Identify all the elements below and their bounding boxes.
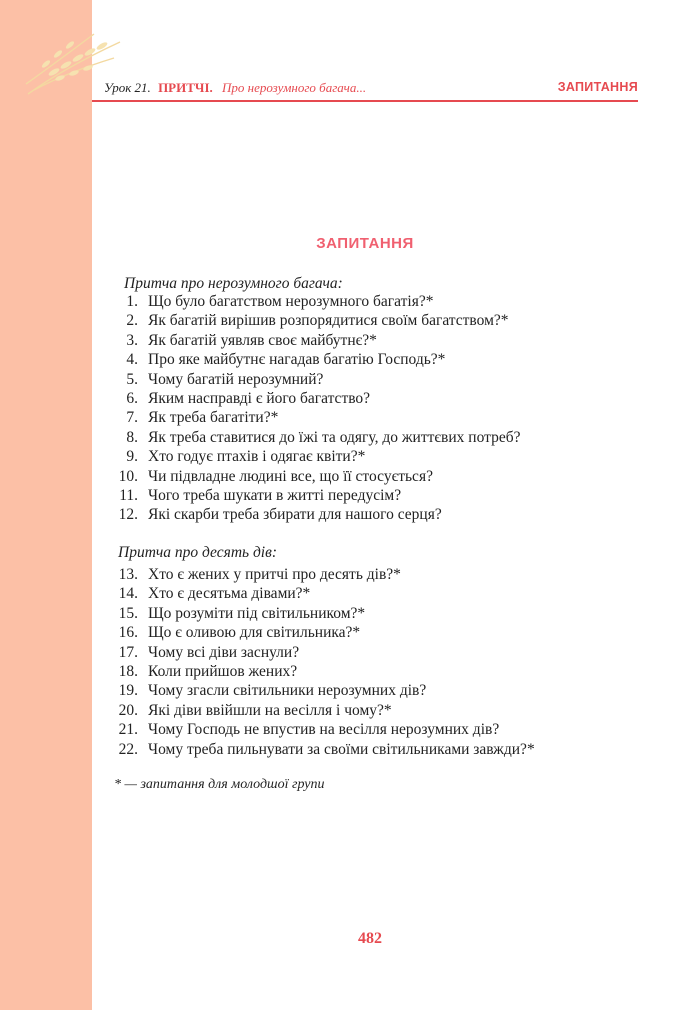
question-number: 3. — [126, 331, 138, 349]
question-number: 5. — [126, 370, 138, 388]
question-number: 18. — [118, 662, 138, 680]
question-item — [112, 701, 592, 720]
question-item — [112, 740, 592, 759]
question-number: 9. — [126, 448, 138, 466]
question-text: Чому згасли світильники нерозумних дів? — [148, 682, 427, 700]
question-item — [112, 662, 592, 681]
question-text: Чому Господь не впустив на весілля нерозумних дів? — [148, 721, 500, 739]
question-list-rich-fool — [112, 292, 592, 525]
question-text: Хто годує птахів і одягає квіти?* — [148, 448, 366, 466]
question-text: Чому багатій нерозумний? — [148, 370, 324, 388]
page-heading: ЗАПИТАННЯ — [316, 235, 414, 252]
question-text: Що розуміти під світильником?* — [148, 604, 366, 622]
question-item — [112, 389, 592, 408]
header-rule — [92, 100, 638, 102]
question-item — [112, 623, 592, 642]
question-number: 8. — [126, 428, 138, 446]
question-item — [112, 681, 592, 700]
section-label: ЗАПИТАННЯ — [557, 80, 638, 94]
question-text: Коли прийшов жених? — [148, 662, 298, 680]
question-number: 20. — [118, 701, 138, 719]
question-number: 14. — [118, 585, 138, 603]
question-text: Як треба ставитися до їжі та одягу, до життєвих потреб? — [148, 428, 521, 446]
running-header — [104, 80, 638, 100]
question-number: 17. — [118, 643, 138, 661]
question-item — [112, 505, 592, 524]
question-item — [112, 370, 592, 389]
question-text: Яким насправді є його багатство? — [148, 389, 371, 407]
question-item — [112, 447, 592, 466]
question-number: 11. — [119, 486, 138, 504]
question-item — [112, 720, 592, 739]
question-number: 16. — [118, 624, 138, 642]
question-item — [112, 428, 592, 447]
question-number: 21. — [118, 721, 138, 739]
question-text: Хто є десятьма дівами?* — [148, 585, 311, 603]
question-text: Про яке майбутнє нагадав багатію Господь?* — [148, 351, 446, 369]
question-text: Як треба багатіти?* — [148, 409, 279, 427]
question-item — [112, 643, 592, 662]
question-number: 12. — [118, 506, 138, 524]
question-text: Що було багатством нерозумного багатія?* — [148, 293, 434, 310]
question-item — [112, 486, 592, 505]
question-text: Що є оливою для світильника?* — [148, 624, 361, 642]
question-number: 13. — [118, 566, 138, 583]
question-text: Як багатій вирішив розпорядитися своїм багатством?* — [148, 312, 509, 330]
question-text: Чи підвладне людині все, що її стосується? — [148, 467, 433, 485]
question-text: Як багатій уявляв своє майбутнє?* — [148, 331, 377, 349]
question-text: Хто є жених у притчі про десять дів?* — [148, 566, 401, 583]
question-item — [112, 350, 592, 369]
question-number: 15. — [118, 604, 138, 622]
page-number: 482 — [358, 930, 382, 947]
question-item — [112, 311, 592, 330]
question-number: 22. — [118, 740, 138, 758]
question-text: Які діви ввійшли на весілля і чому?* — [148, 701, 392, 719]
question-text: Чому треба пильнувати за своїми світильниками завжди?* — [148, 740, 535, 758]
question-number: 6. — [126, 389, 138, 407]
chapter-subtitle: Про нерозумного багача... — [222, 80, 367, 95]
chapter-title: ПРИТЧІ. — [158, 80, 213, 95]
question-item — [112, 408, 592, 427]
question-text: Чого треба шукати в житті передусім? — [148, 486, 402, 504]
question-item — [112, 584, 592, 603]
question-item — [112, 292, 592, 311]
question-number: 10. — [118, 467, 138, 485]
question-item — [112, 565, 592, 584]
group-title-rich-fool: Притча про нерозумного багача: — [124, 275, 343, 292]
question-text: Які скарби треба збирати для нашого серця? — [148, 506, 442, 524]
question-item — [112, 467, 592, 486]
footnote: * — запитання для молодшої групи — [114, 777, 325, 792]
question-list-ten-virgins — [112, 565, 592, 759]
question-item — [112, 604, 592, 623]
group-title-ten-virgins: Притча про десять дів: — [118, 544, 277, 561]
question-item — [112, 331, 592, 350]
question-number: 19. — [118, 682, 138, 700]
question-number: 7. — [126, 409, 138, 427]
lesson-number: Урок 21. — [104, 80, 151, 95]
side-band — [0, 0, 92, 1010]
question-number: 2. — [126, 312, 138, 330]
question-text: Чому всі діви заснули? — [148, 643, 300, 661]
question-number: 1. — [126, 293, 138, 310]
question-number: 4. — [126, 351, 138, 369]
